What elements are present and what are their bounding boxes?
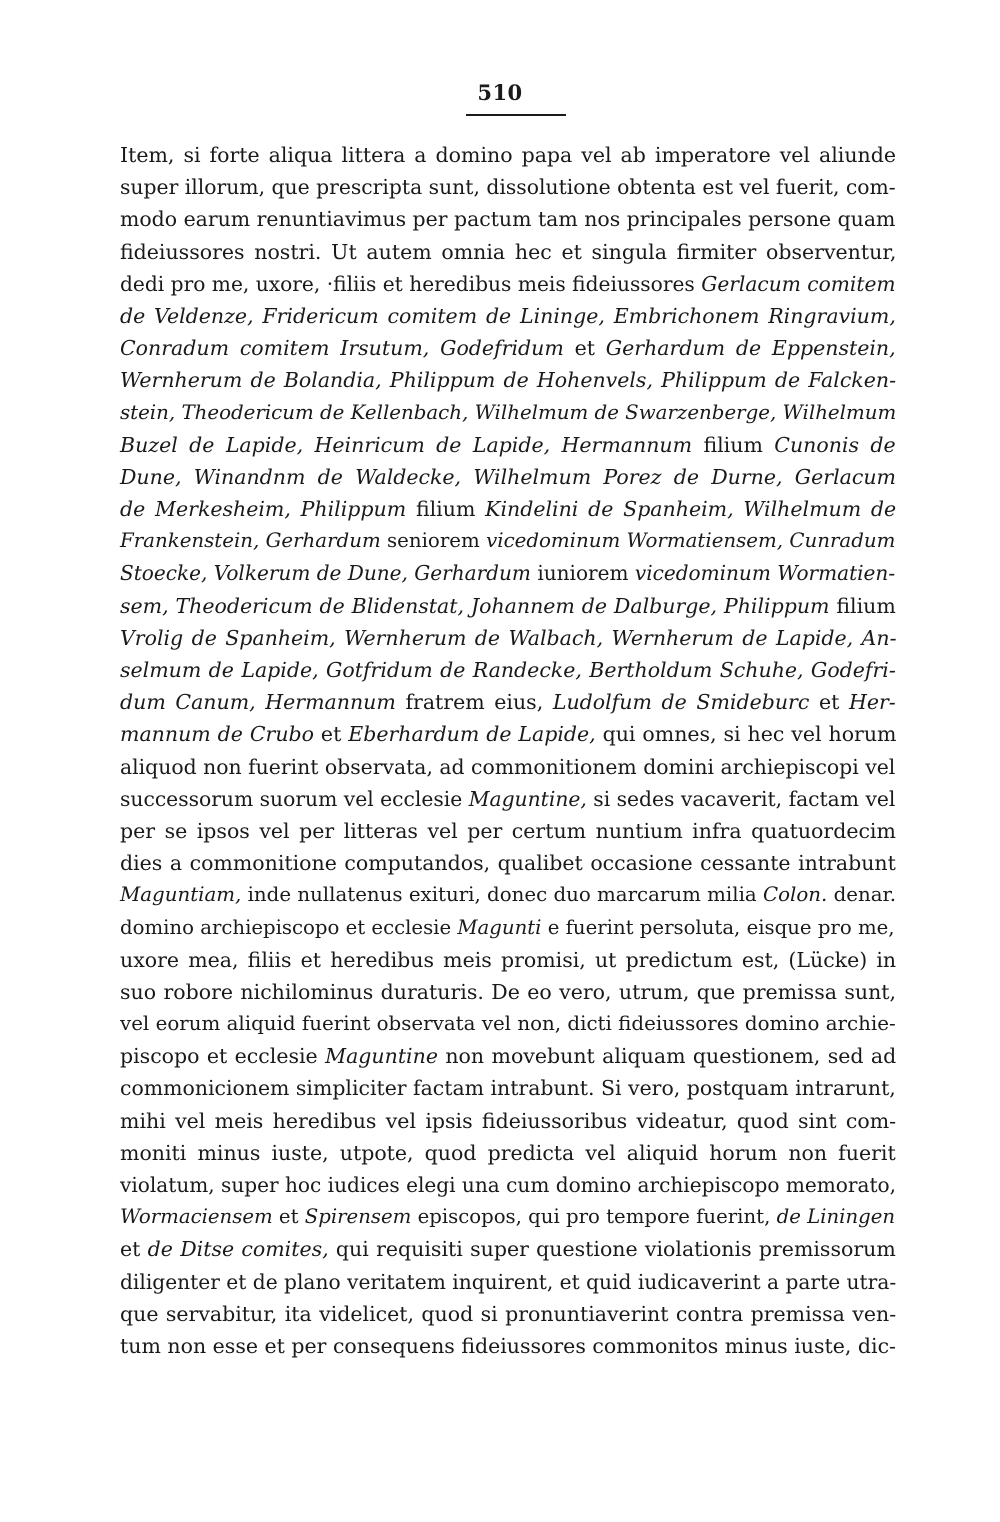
italic-name-span: selmum de Lapide, Gotfridum de Randecke, Bertholdum Schuhe, Godefri- <box>120 658 896 682</box>
text-span: domino archiepiscopo et ecclesie <box>120 915 458 939</box>
text-span: filium <box>692 432 775 457</box>
italic-name-span: Wormaciensem <box>120 1205 273 1229</box>
italic-name-span: Frankenstein, Gerhardum <box>120 529 381 553</box>
text-line <box>120 300 896 332</box>
text-span: et <box>809 690 849 715</box>
text-span: per se ipsos vel per litteras vel per certum nuntium infra quatuordecim <box>120 818 896 843</box>
italic-name-span: Gerhardum de Eppenstein, <box>605 336 896 361</box>
italic-name-span: Kindelini de Spanheim, Wilhelmum de <box>485 497 897 522</box>
text-line <box>120 1040 896 1072</box>
text-line <box>120 1137 896 1169</box>
text-span: et <box>314 722 349 747</box>
italic-name-span: Gerlacum comitem <box>701 271 896 296</box>
italic-name-span: vicedominum Wormatiensem, Cunradum <box>486 529 896 553</box>
text-line <box>120 847 896 879</box>
italic-name-span: Magunti <box>457 915 542 939</box>
text-line <box>120 203 896 235</box>
text-line <box>120 718 896 750</box>
text-span: piscopo et ecclesie <box>120 1044 326 1069</box>
text-span: qui omnes, si hec vel horum <box>595 722 897 747</box>
text-line <box>120 912 896 944</box>
text-span: Item, si forte aliqua littera a domino papa vel ab imperatore vel aliunde <box>120 143 896 167</box>
italic-name-span: de Liningen <box>776 1205 896 1229</box>
italic-name-span: Wernherum de Bolandia, Philippum de Hohenvels, Philippum de Falcken- <box>120 368 896 393</box>
text-span: modo earum renuntiavimus per pactum tam nos principales persone quam <box>120 207 896 232</box>
text-span: episcopos, qui pro tempore fuerint, <box>411 1205 777 1229</box>
text-line <box>120 397 896 429</box>
italic-name-span: Vrolig de Spanheim, Wernherum de Walbach, Wernherum de Lapide, An- <box>120 625 897 650</box>
text-span: moniti minus iuste, utpote, quod predicta vel aliquid horum non fuerit <box>120 1140 896 1165</box>
text-line <box>120 976 896 1008</box>
text-line <box>120 139 896 171</box>
text-span: aliquod non fuerint observata, ad commonitionem domini archiepiscopi vel <box>120 754 896 779</box>
text-span: suo robore nichilominus duraturis. De eo vero, utrum, que premissa sunt, <box>120 979 897 1004</box>
text-span: fideiussores nostri. Ut autem omnia hec et singula firmiter observentur, <box>120 239 897 264</box>
italic-name-span: Dune, Winandnm de Waldecke, Wilhelmum Porez de Durne, Gerlacum <box>120 464 896 489</box>
italic-name-span: Stoecke, Volkerum de Dune, Gerhardum <box>120 561 531 586</box>
italic-name-span: stein, Theodericum de Kellenbach, Wilhelmum de Swarzenberge, Wilhelmum <box>120 400 897 424</box>
text-span: que servabitur, ita videlicet, quod si pronuntiaverint contra premissa ven- <box>120 1301 897 1326</box>
text-line <box>120 1105 896 1137</box>
italic-name-span: mannum de Crubo <box>120 722 314 747</box>
text-line <box>120 236 896 268</box>
text-line <box>120 1298 896 1330</box>
body-text <box>120 139 896 1362</box>
page-number: 510 <box>477 80 523 105</box>
text-span: non movebunt aliquam questionem, sed ad <box>437 1044 897 1069</box>
text-line <box>120 332 896 364</box>
text-line <box>120 1233 896 1265</box>
text-span: dies a commonitione computandos, qualibet occasione cessante intrabunt <box>120 851 896 876</box>
italic-name-span: vicedominum Wormatien- <box>634 561 896 586</box>
italic-name-span: Ludolfum de Smideburc <box>552 690 810 715</box>
text-span: inde nullatenus exituri, donec duo marcarum milia <box>241 883 763 907</box>
italic-name-span: Her- <box>848 690 896 715</box>
text-span: et <box>272 1205 305 1229</box>
italic-name-span: Buzel de Lapide, Heinricum de Lapide, Hermannum <box>120 432 693 457</box>
text-line <box>120 1330 896 1362</box>
text-span: et <box>563 336 606 361</box>
text-line <box>120 461 896 493</box>
italic-name-span: Eberhardum de Lapide, <box>348 722 596 747</box>
text-span: e fuerint persoluta, eisque pro me, <box>541 915 895 939</box>
text-span: denar. <box>827 883 897 907</box>
italic-name-span: Maguntine, <box>468 786 587 811</box>
text-line <box>120 1266 896 1298</box>
italic-name-span: de Veldenze, Fridericum comitem de Lininge, Embrichonem Ringravium, <box>120 303 896 328</box>
text-span: uxore mea, filiis et heredibus meis promisi, ut predictum est, (Lücke) in <box>120 947 897 972</box>
text-span: successorum suorum vel ecclesie <box>120 786 469 811</box>
text-line <box>120 879 896 911</box>
text-line <box>120 654 896 686</box>
page-number-rule <box>466 114 566 116</box>
text-line <box>120 557 896 589</box>
text-line <box>120 751 896 783</box>
text-span: tum non esse et per consequens fideiussores commonitos minus iuste, dic- <box>120 1333 896 1358</box>
italic-name-span: Maguntine <box>325 1044 438 1069</box>
text-span: vel eorum aliquid fuerint observata vel non, dicti fideiussores domino archie- <box>120 1012 896 1036</box>
text-span: et <box>120 1237 148 1262</box>
text-line <box>120 686 896 718</box>
italic-name-span: de Ditse comites, <box>147 1237 329 1262</box>
text-line <box>120 590 896 622</box>
text-line <box>120 268 896 300</box>
text-line <box>120 1201 896 1233</box>
italic-name-span: Colon. <box>763 883 828 907</box>
text-line <box>120 525 896 557</box>
text-line <box>120 364 896 396</box>
text-span: dedi pro me, uxore, ·filiis et heredibus meis fideiussores <box>120 271 702 296</box>
text-line <box>120 171 896 203</box>
italic-name-span: Cunonis de <box>774 432 896 457</box>
text-span: iuniorem <box>530 561 635 586</box>
italic-name-span: sem, Theodericum de Blidenstat, Johannem de Dalburge, Philippum <box>120 593 830 618</box>
italic-name-span: dum Canum, Hermannum <box>120 690 396 715</box>
text-line <box>120 944 896 976</box>
text-line <box>120 493 896 525</box>
text-span: commonicionem simpliciter factam intrabunt. Si vero, postquam intrarunt, <box>120 1076 896 1101</box>
text-line <box>120 1072 896 1104</box>
italic-name-span: Spirensem <box>304 1205 412 1229</box>
italic-name-span: Conradum comitem Irsutum, Godefridum <box>120 336 564 361</box>
text-span: filium <box>406 497 486 522</box>
italic-name-span: de Merkesheim, Philippum <box>120 497 407 522</box>
text-line <box>120 622 896 654</box>
text-line <box>120 1008 896 1040</box>
text-line <box>120 783 896 815</box>
text-line <box>120 1169 896 1201</box>
text-span: super illorum, que prescripta sunt, dissolutione obtenta est vel fuerit, com- <box>120 175 896 200</box>
text-span: violatum, super hoc iudices elegi una cum domino archiepiscopo memorato, <box>120 1173 896 1197</box>
text-line <box>120 815 896 847</box>
text-span: qui requisiti super questione violationis premissorum <box>328 1237 896 1262</box>
text-span: diligenter et de plano veritatem inquirent, et quid iudicaverint a parte utra- <box>120 1269 897 1294</box>
text-span: seniorem <box>380 529 487 553</box>
text-span: fratrem eius, <box>395 690 553 715</box>
text-span: si sedes vacaverit, factam vel <box>586 786 896 811</box>
text-span: filium <box>829 593 896 618</box>
text-span: mihi vel meis heredibus vel ipsis fideiussoribus videatur, quod sint com- <box>120 1108 897 1133</box>
text-line <box>120 429 896 461</box>
italic-name-span: Maguntiam, <box>120 883 242 907</box>
